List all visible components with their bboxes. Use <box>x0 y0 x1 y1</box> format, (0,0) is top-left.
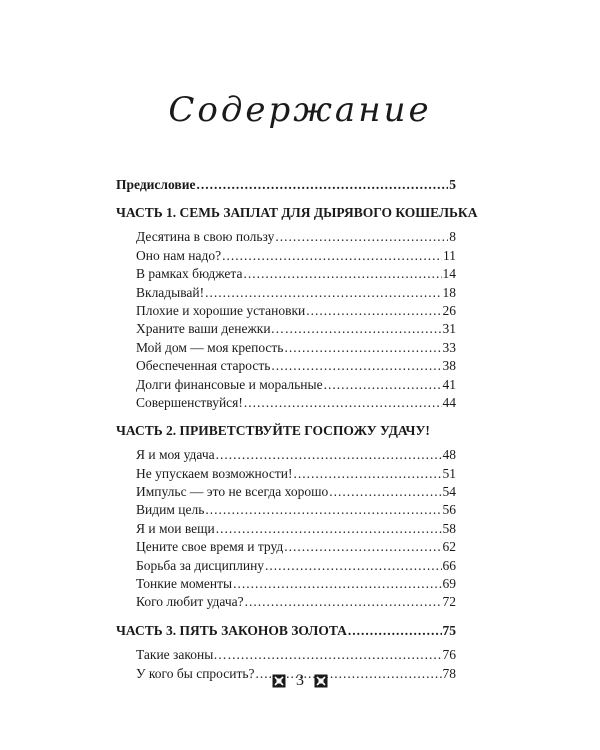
toc-entry[interactable] <box>116 575 456 593</box>
dot-leader <box>233 575 441 593</box>
toc-entry-label: Долги финансовые и моральные <box>136 376 323 392</box>
toc-entry-label: Импульс — это не всегда хорошо <box>136 484 329 500</box>
toc-entry[interactable] <box>116 593 456 611</box>
toc-entry[interactable] <box>116 302 456 320</box>
dot-leader <box>306 302 441 320</box>
dot-leader <box>228 646 442 664</box>
dot-leader <box>284 339 441 357</box>
page-number: 3 <box>296 672 304 689</box>
toc-entry-label: Видим цель <box>136 502 205 518</box>
dot-leader <box>244 394 442 412</box>
toc-entry[interactable] <box>116 376 456 394</box>
toc-page-number: 54 <box>442 484 456 500</box>
toc-preface[interactable] <box>116 176 456 194</box>
dot-leader <box>329 483 441 501</box>
dot-leader <box>293 465 441 483</box>
toc-entry-label: Плохие и хорошие установки <box>136 302 306 318</box>
toc-entry-label: Мой дом — моя крепость <box>136 339 284 355</box>
toc-entry[interactable] <box>116 284 456 302</box>
toc-page-number: 56 <box>442 502 456 518</box>
dot-leader <box>196 176 448 194</box>
toc-entry-label: Не упускаем возможности! <box>136 465 293 481</box>
dot-leader <box>271 357 441 375</box>
dot-leader <box>275 228 448 246</box>
toc-page-number: 51 <box>442 465 456 481</box>
toc-page-number: 26 <box>442 302 456 318</box>
part-1-header[interactable]: ЧАСТЬ 1. СЕМЬ ЗАПЛАТ ДЛЯ ДЫРЯВОГО КОШЕЛЬКА <box>116 205 478 221</box>
dot-leader <box>205 501 441 519</box>
toc-entry-label: Вкладывай! <box>136 284 205 300</box>
toc-entry-label: Обеспеченная старость <box>136 358 271 374</box>
toc-page-number: 5 <box>449 177 456 192</box>
toc-page-number: 48 <box>442 447 456 463</box>
toc-page-number: 18 <box>442 284 456 300</box>
toc-entry-label: Цените свое время и труд <box>136 539 284 555</box>
toc-entry-label: Тонкие моменты <box>136 576 233 592</box>
toc-entry[interactable] <box>116 446 456 464</box>
celtic-knot-icon <box>314 674 328 688</box>
toc-page-number: 76 <box>442 647 456 663</box>
celtic-knot-icon <box>272 674 286 688</box>
part-2-header[interactable]: ЧАСТЬ 2. ПРИВЕТСТВУЙТЕ ГОСПОЖУ УДАЧУ! <box>116 423 430 439</box>
toc-page-number: 38 <box>442 358 456 374</box>
toc-entry[interactable] <box>116 646 456 664</box>
toc-page-number: 72 <box>442 594 456 610</box>
dot-leader <box>285 320 441 338</box>
toc-entry-label: Храните ваши денежки… <box>136 321 285 337</box>
toc-page-number: 8 <box>449 229 456 245</box>
dot-leader <box>216 446 442 464</box>
toc-page-number: 11 <box>443 247 456 263</box>
toc-page-number: 66 <box>442 557 456 573</box>
dot-leader <box>243 265 441 283</box>
dot-leader <box>222 247 442 265</box>
toc-entry[interactable] <box>116 320 456 338</box>
toc-entry-label: Оно нам надо? <box>136 247 222 263</box>
toc-part-label: ЧАСТЬ 3. ПЯТЬ ЗАКОНОВ ЗОЛОТА <box>116 622 347 638</box>
toc-entry-label: Кого любит удача? <box>136 594 244 610</box>
dot-leader <box>284 538 441 556</box>
toc-page-number: 33 <box>442 339 456 355</box>
toc-entry-label: Борьба за дисциплину <box>136 557 265 573</box>
toc-page-number: 58 <box>442 520 456 536</box>
dot-leader <box>324 376 442 394</box>
toc-page-number: 44 <box>442 394 456 410</box>
toc-entry-label: Такие законы… <box>136 647 227 663</box>
toc-entry[interactable] <box>116 228 456 246</box>
toc-entry[interactable] <box>116 247 456 265</box>
toc-page-number: 78 <box>442 665 456 681</box>
dot-leader <box>216 520 442 538</box>
toc-entry[interactable] <box>116 394 456 412</box>
toc-entry[interactable] <box>116 357 456 375</box>
toc-page-number: 69 <box>442 576 456 592</box>
toc-entry[interactable] <box>116 557 456 575</box>
toc-page-number: 75 <box>442 622 456 638</box>
toc-page-number: 14 <box>442 266 456 282</box>
toc-entry[interactable] <box>116 465 456 483</box>
toc-entry-label: Я и моя удача <box>136 447 215 463</box>
table-of-contents <box>116 176 478 683</box>
toc-entry-label: Я и мои вещи <box>136 520 215 536</box>
toc-entry-label: Предисловие <box>116 177 196 192</box>
toc-entry[interactable] <box>116 538 456 556</box>
toc-entry-label: Десятина в свою пользу <box>136 229 275 245</box>
dot-leader <box>265 557 441 575</box>
page-footer <box>0 672 600 690</box>
toc-entry[interactable] <box>116 339 456 357</box>
toc-entry[interactable] <box>116 483 456 501</box>
toc-entry-label: В рамках бюджета <box>136 266 243 282</box>
toc-page-number: 62 <box>442 539 456 555</box>
toc-entry[interactable] <box>116 265 456 283</box>
dot-leader <box>205 284 441 302</box>
toc-entry[interactable] <box>116 520 456 538</box>
toc-page-number: 41 <box>442 376 456 392</box>
page-title: Содержание <box>168 90 432 130</box>
toc-entry-label: Совершенствуйся! <box>136 394 243 410</box>
toc-entry-label: У кого бы спросить? <box>136 665 255 681</box>
dot-leader <box>245 593 442 611</box>
part-3-header[interactable] <box>116 622 456 640</box>
dot-leader <box>348 622 442 640</box>
toc-entry[interactable] <box>116 501 456 519</box>
toc-page-number: 31 <box>442 321 456 337</box>
